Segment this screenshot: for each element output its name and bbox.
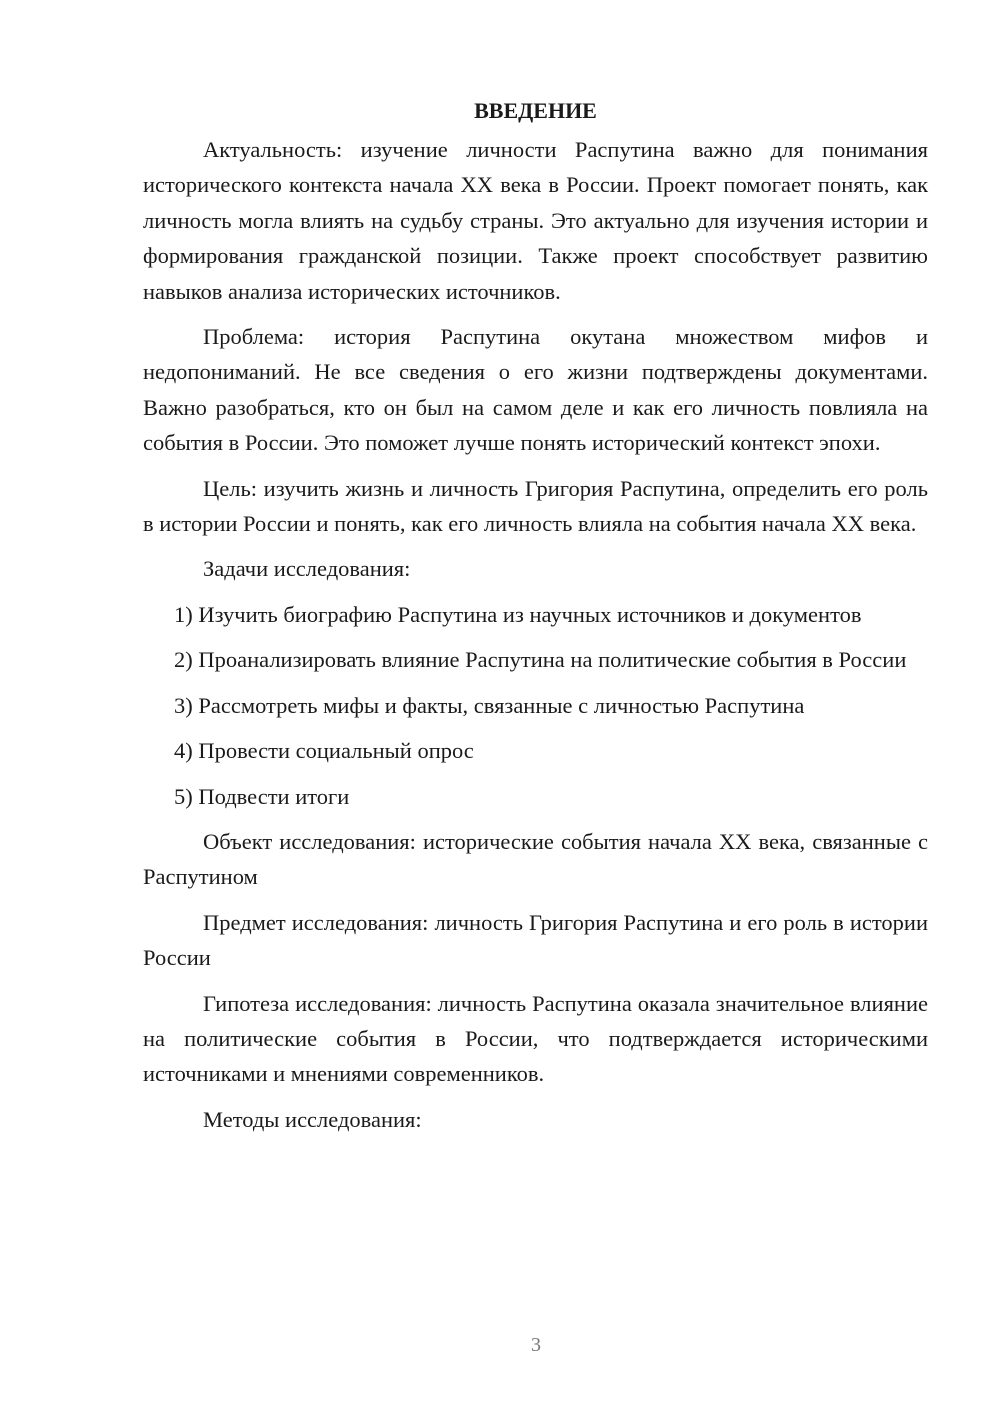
paragraph-relevance: Актуальность: изучение личности Распутина важно для понимания исторического контекста начала XX века в России. Проект помогает понять, как личность могла влиять на судьбу страны. Это актуально для изучения истории и формирования гражданской позиции. Также проект способствует развитию навыков анализа исторических источников. bbox=[143, 137, 928, 304]
page-content bbox=[143, 93, 928, 1147]
tasks-list bbox=[143, 597, 928, 814]
list-item: 4) Провести социальный опрос bbox=[174, 738, 474, 764]
list-item: 2) Проанализировать влияние Распутина на политические события в России bbox=[174, 647, 907, 673]
paragraph-problem: Проблема: история Распутина окутана множеством мифов и недопониманий. Не все сведения о его жизни подтверждены документами. Важно разобраться, кто он был на самом деле и как его личность повлияла на события в России. Это поможет лучше понять исторический контекст эпохи. bbox=[143, 324, 928, 456]
list-item: 3) Рассмотреть мифы и факты, связанные с личностью Распутина bbox=[174, 692, 805, 718]
paragraph-goal: Цель: изучить жизнь и личность Григория Распутина, определить его роль в истории России и понять, как его личность влияла на события начала XX века. bbox=[143, 475, 928, 537]
list-item: 1) Изучить биографию Распутина из научных источников и документов bbox=[174, 601, 862, 627]
paragraph-subject: Предмет исследования: личность Григория Распутина и его роль в истории России bbox=[143, 909, 928, 971]
paragraph-methods-title: Методы исследования: bbox=[203, 1106, 422, 1132]
paragraph-object: Объект исследования: исторические события начала XX века, связанные с Распутином bbox=[143, 828, 928, 890]
section-heading: ВВЕДЕНИЕ bbox=[474, 98, 597, 123]
paragraph-tasks-title: Задачи исследования: bbox=[203, 556, 411, 582]
page-number: 3 bbox=[531, 1334, 541, 1356]
list-item: 5) Подвести итоги bbox=[174, 783, 350, 809]
paragraph-hypothesis: Гипотеза исследования: личность Распутина оказала значительное влияние на политические события в России, что подтверждается историческими источниками и мнениями современников. bbox=[143, 990, 928, 1087]
